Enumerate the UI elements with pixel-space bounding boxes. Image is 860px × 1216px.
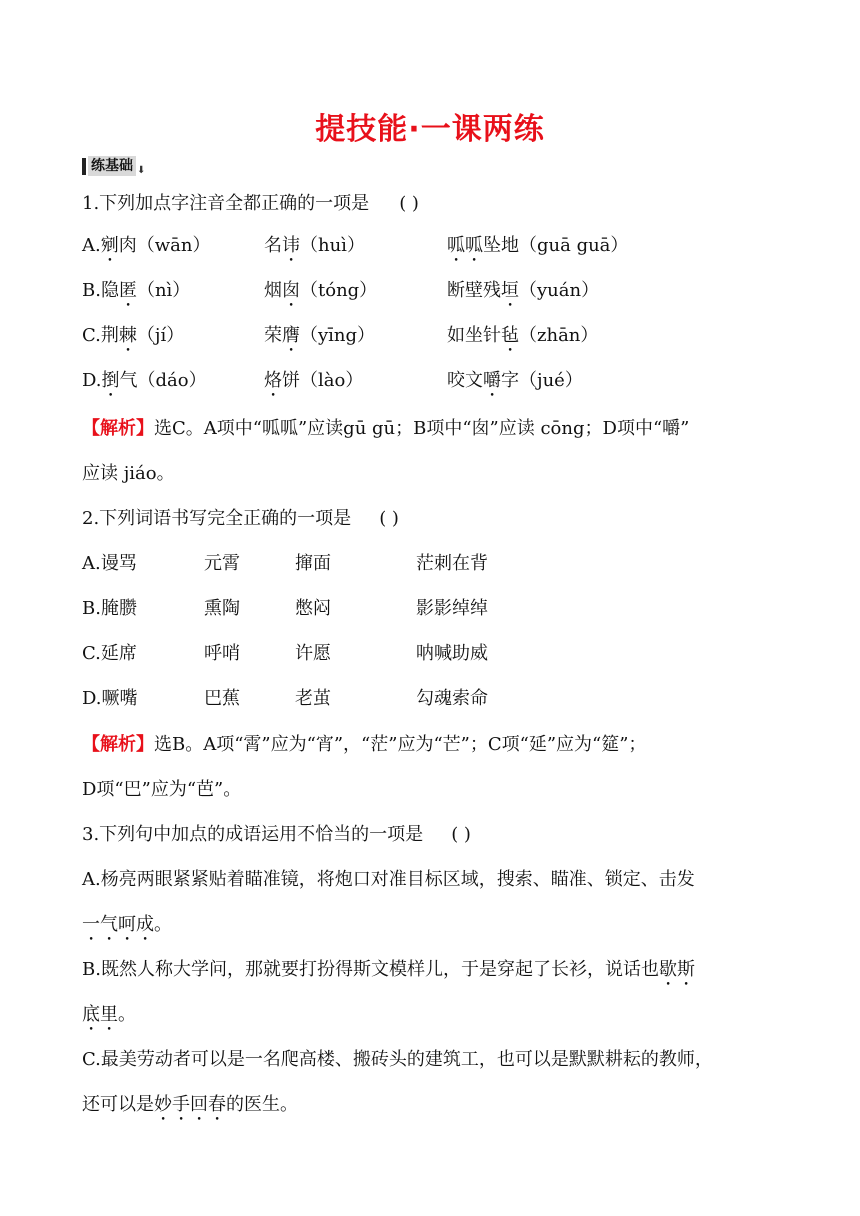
q3-stem: 3.下列句中加点的成语运用不恰当的一项是 ( ) (82, 824, 471, 845)
answer-paren: ( ) (379, 508, 399, 529)
q3-option-b-cont: 底里。 (82, 1004, 136, 1025)
down-arrow-icon: ⬇ (137, 164, 146, 176)
q3-option-a-cont: 一气呵成。 (82, 914, 172, 935)
analysis-tag: 【解析】 (82, 734, 154, 755)
section-label-text: 练基础 (88, 156, 136, 176)
section-label (82, 155, 145, 177)
q3-option-b: B.既然人称大学问，那就要打扮得斯文模样儿，于是穿起了长衫，说话也歇斯 (82, 959, 695, 980)
q2-stem: 2.下列词语书写完全正确的一项是 ( ) (82, 508, 399, 529)
q3-option-c-cont: 还可以是妙手回春的医生。 (82, 1094, 298, 1115)
q1-stem: 1.下列加点字注音全都正确的一项是 ( ) (82, 193, 419, 214)
document-page: 提技能·一课两练 练基础 ⬇ 1.下列加点字注音全都正确的一项是 ( ) A.剜肉（wān） 名讳（huì） 呱呱坠地（guā guā） B.隐匿（nì） 烟囱（tóng） 断壁残垣（yuán） C.荆棘（jí） 荣膺（yīng） 如坐针毡（zhān） D.捯气（dáo） 烙饼（lào） 咬文嚼字（jué） 【解析】选C。A项中“呱呱”应读gū gū；B项中“囱”应读 cōng；D项中“嚼” 应读 jiáo。 2.下列词语书写完全正确的一项是 ( ) A.谩骂 元霄 撺面 茫刺在背 B.腌臜 熏陶 憋闷 影影绰绰 C.延席 呼哨 许愿 呐喊助威 D.噘嘴 巴蕉 老茧 勾魂索命 【解析】选B。A项“霄”应为“宵”，“茫”应为“芒”；C项“延”应为“筵”； D项“巴”应为“芭”。 3.下列句中加点的成语运用不恰当的一项是 ( ) A.杨亮两眼紧紧贴着瞄准镜，将炮口对准目标区域，搜索、瞄准、锁定、击发 一气呵成。 B.既然人称大学问，那就要打扮得斯文模样儿，于是穿起了长衫，说话也歇斯 底里。 C.最美劳动者可以是一名爬高楼、搬砖头的建筑工，也可以是默默耕耘的教师， 还可以是妙手回春的医生。 (0, 0, 860, 1216)
q1-analysis-cont: 应读 jiáo。 (82, 463, 175, 484)
q2-analysis-cont: D项“巴”应为“芭”。 (82, 779, 242, 800)
section-bar-icon (82, 158, 86, 175)
answer-paren: ( ) (399, 193, 419, 214)
q1-analysis: 【解析】选C。A项中“呱呱”应读gū gū；B项中“囱”应读 cōng；D项中“嚼” (82, 418, 690, 439)
q2-analysis: 【解析】选B。A项“霄”应为“宵”，“茫”应为“芒”；C项“延”应为“筵”； (82, 734, 647, 755)
answer-paren: ( ) (451, 824, 471, 845)
q3-option-a: A.杨亮两眼紧紧贴着瞄准镜，将炮口对准目标区域，搜索、瞄准、锁定、击发 (82, 869, 695, 890)
q3-option-c: C.最美劳动者可以是一名爬高楼、搬砖头的建筑工，也可以是默默耕耘的教师， (82, 1049, 713, 1070)
analysis-tag: 【解析】 (82, 418, 154, 439)
page-title: 提技能·一课两练 (315, 112, 545, 147)
